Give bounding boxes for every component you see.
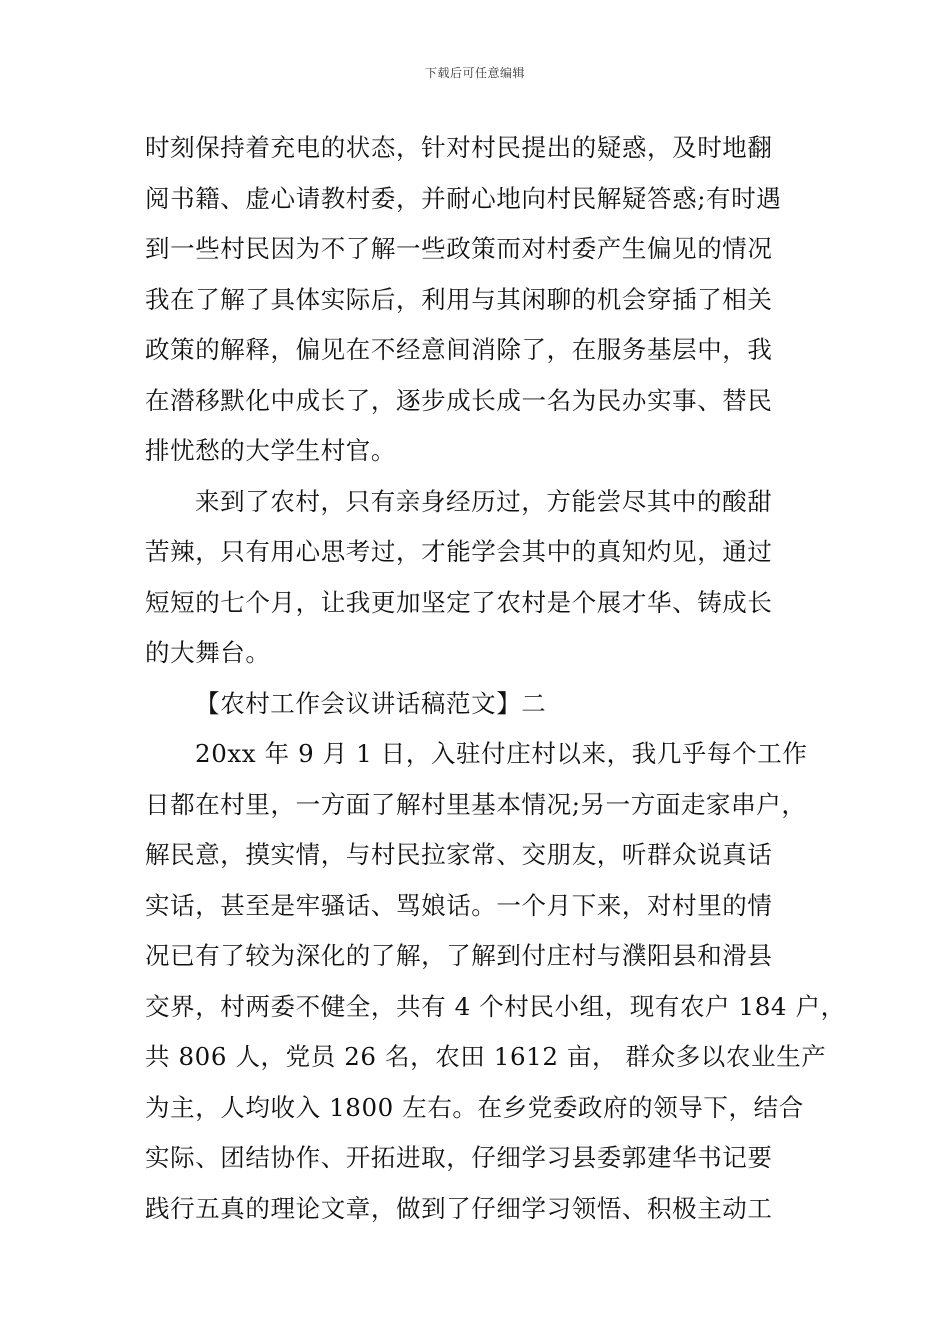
- header-note: 下载后可任意编辑: [424, 66, 525, 80]
- text-line: 阅书籍、虚心请教村委，并耐心地向村民解疑答惑;有时遇: [145, 183, 782, 213]
- text-line: 短短的七个月，让我更加坚定了农村是个展才华、铸成长: [145, 587, 773, 617]
- text-line: 在潜移默化中成长了，逐步成长成一名为民办实事、替民: [145, 385, 773, 415]
- text-line: 解民意，摸实情，与村民拉家常、交朋友，听群众说真话: [145, 840, 773, 869]
- text-line: 的大舞台。: [145, 638, 271, 667]
- text-line: 实际、团结协作、开拓进取，仔细学习县委郭建华书记要: [145, 1143, 773, 1172]
- text-line: 为主，人均收入 1800 左右。在乡党委政府的领导下，结合: [145, 1092, 804, 1122]
- text-line: 共 806 人，党员 26 名，农田 1612 亩， 群众多以农业生产: [145, 1042, 827, 1071]
- text-line: 排忧愁的大学生村官。: [145, 436, 396, 465]
- text-line: 践行五真的理论文章，做到了仔细学习领悟、积极主动工: [145, 1193, 773, 1223]
- text-line: 到一些村民因为不了解一些政策而对村委产生偏见的情况: [145, 234, 773, 263]
- text-line: 况已有了较为深化的了解，了解到付庄村与濮阳县和滑县: [145, 941, 773, 970]
- text-line: 时刻保持着充电的状态，针对村民提出的疑惑，及时地翻: [145, 133, 773, 162]
- text-line: 实话，甚至是牢骚话、骂娘话。一个月下来，对村里的情: [145, 890, 773, 920]
- text-line: 日都在村里，一方面了解村里基本情况;另一方面走家串户，: [145, 789, 807, 819]
- text-line: 苦辣，只有用心思考过，才能学会其中的真知灼见，通过: [145, 537, 773, 566]
- text-line: 我在了解了具体实际后，利用与其闲聊的机会穿插了相关: [145, 284, 773, 314]
- section-heading: 【农村工作会议讲话稿范文】二: [195, 688, 547, 718]
- document-body: [145, 123, 846, 1234]
- text-line: 交界，村两委不健全，共有 4 个村民小组，现有农户 184 户，: [145, 991, 846, 1021]
- paragraph-first-line: 来到了农村，只有亲身经历过，方能尝尽其中的酸甜: [195, 486, 773, 516]
- paragraph-first-line: 20xx 年 9 月 1 日，入驻付庄村以来，我几乎每个工作: [195, 739, 808, 768]
- text-line: 政策的解释，偏见在不经意间消除了，在服务基层中，我: [145, 335, 773, 364]
